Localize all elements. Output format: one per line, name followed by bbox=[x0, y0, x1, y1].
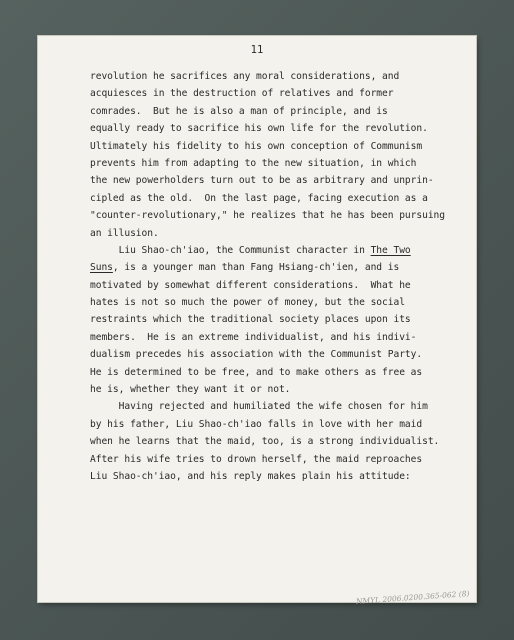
text-line: comrades. But he is also a man of principle, and is bbox=[90, 105, 388, 117]
text-line: "counter-revolutionary," he realizes that he has been pursuing bbox=[90, 210, 446, 222]
text-line: Ultimately his fidelity to his own conception of Communism bbox=[90, 140, 423, 152]
text-line: Liu Shao-ch'iao, and his reply makes plain his attitude: bbox=[90, 470, 411, 482]
text-line: cipled as the old. On the last page, facing execution as a bbox=[90, 192, 428, 204]
book-title-underlined: The Two bbox=[370, 244, 411, 256]
text-line: he is, whether they want it or not. bbox=[90, 384, 291, 396]
text-line: when he learns that the maid, too, is a strong individualist. bbox=[90, 436, 440, 448]
text-line: Having rejected and humiliated the wife chosen for him bbox=[90, 401, 428, 413]
text-line: members. He is an extreme individualist, and his indivi- bbox=[90, 331, 417, 343]
text-line-with-title bbox=[90, 259, 470, 276]
text-line: the new powerholders turn out to be as arbitrary and unprin- bbox=[90, 175, 434, 187]
book-title-underlined: Suns bbox=[90, 262, 113, 274]
text-line: He is determined to be free, and to make others as free as bbox=[90, 366, 423, 378]
text-line: acquiesces in the destruction of relatives and former bbox=[90, 88, 394, 100]
text-line: an illusion. bbox=[90, 227, 159, 239]
archival-pencil-note: NMYL 2006.0200.365-062 (8) bbox=[355, 589, 470, 606]
text-line: hates is not so much the power of money, but the social bbox=[90, 297, 405, 309]
text-line: motivated by somewhat different considerations. What he bbox=[90, 279, 411, 291]
text-line: revolution he sacrifices any moral considerations, and bbox=[90, 71, 400, 82]
text-line: by his father, Liu Shao-ch'iao falls in love with her maid bbox=[90, 418, 423, 430]
typed-document-page bbox=[38, 36, 476, 606]
text-line: prevents him from adapting to the new situation, in which bbox=[90, 157, 417, 169]
text-line-with-title bbox=[90, 242, 470, 259]
text-line: equally ready to sacrifice his own life for the revolution. bbox=[90, 123, 428, 135]
line-segment: , is a younger man than Fang Hsiang-ch'ien, and is bbox=[112, 262, 400, 274]
text-line: dualism precedes his association with the Communist Party. bbox=[90, 349, 423, 361]
page-number: 11 bbox=[250, 44, 264, 56]
body-text bbox=[90, 68, 470, 485]
text-line: After his wife tries to drown herself, the maid reproaches bbox=[90, 453, 423, 465]
text-line: restraints which the traditional society places upon its bbox=[90, 314, 411, 326]
line-segment: Liu Shao-ch'iao, the Communist character in bbox=[90, 244, 371, 256]
